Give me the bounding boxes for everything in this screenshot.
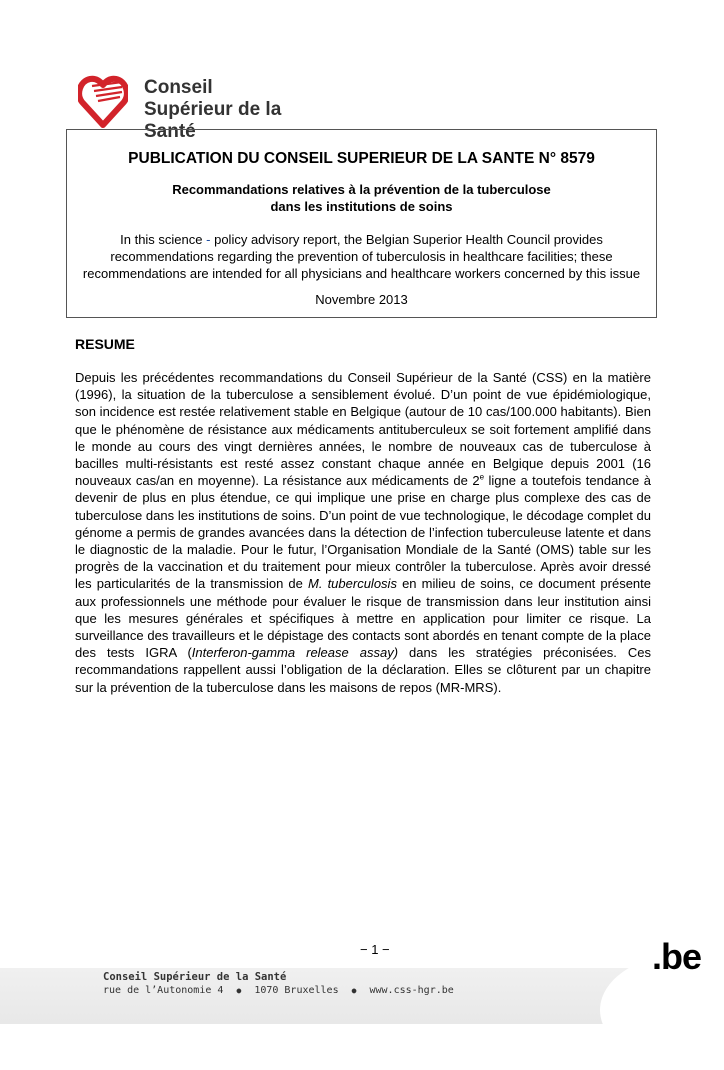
summary-line2: recommendations regarding the prevention of tuberculosis in healthcare facilities; these <box>110 249 613 264</box>
bullet-icon: ● <box>236 986 242 995</box>
publication-date: Novembre 2013 <box>315 292 408 307</box>
css-logo <box>78 72 318 142</box>
subtitle-line2: dans les institutions de soins <box>270 199 453 214</box>
resume-text-4: dans les stratégies préconisées. Ces recommandations rappellent aussi l’obligation de la déclaration. Elles se clôturent par un chapitre sur la prévention de la tuberculose dans les maisons de repos (MR-MRS). <box>75 645 651 695</box>
publication-title: PUBLICATION DU CONSEIL SUPERIEUR DE LA SANTE N° 8579 <box>128 150 595 167</box>
subtitle-line1: Recommandations relatives à la prévention de la tuberculose <box>172 182 551 197</box>
footer-address <box>103 985 454 996</box>
bullet-icon: ● <box>351 986 357 995</box>
resume-superscript: e <box>479 472 485 482</box>
be-logo: .be <box>652 936 702 977</box>
css-logo-icon <box>78 72 128 128</box>
footer-website: www.css-hgr.be <box>369 985 454 996</box>
footer-org-name: Conseil Supérieur de la Santé <box>103 971 287 983</box>
summary-line1 <box>71 231 652 248</box>
org-name-line2: Supérieur de la Santé <box>144 99 282 142</box>
footer-city: 1070 Bruxelles <box>254 985 339 996</box>
resume-text-1: Depuis les précédentes recommandations du Conseil Supérieur de la Santé (CSS) en la matière (1996), la situation de la tuberculose a sensiblement évolué. D’un point de vue épidémiologique, son incidence est restée relativement stable en Belgique (autour de 10 cas/100.000 habitants). Bien que le phénomène de résistance aux médicaments antituberculeux se soit fortement amplifié dans le monde au cours des vingt dernières années, le nombre de nouveaux cas de tuberculose à bacilles multi-résistants est resté assez constant chaque année en Belgique depuis 2001 (16 nouveaux cas/an en moyenne). La résistance aux médicaments de 2 <box>75 370 651 489</box>
summary-line1-start: In this science <box>120 232 203 247</box>
summary-line1-end: policy advisory report, the Belgian Superior Health Council provides <box>214 232 603 247</box>
summary-line3: recommendations are intended for all physicians and healthcare workers concerned by this issue <box>82 266 641 281</box>
title-box <box>66 129 657 318</box>
summary-dash: - <box>206 232 211 247</box>
english-summary <box>71 231 652 282</box>
resume-italic-species: M. tuberculosis <box>308 576 397 592</box>
resume-paragraph <box>75 369 651 696</box>
footer-street: rue de l’Autonomie 4 <box>103 985 224 996</box>
org-name-line1: Conseil <box>144 77 213 98</box>
resume-text-3: en milieu de soins, ce document présente aux professionnels une méthode pour évaluer le risque de transmission dans leur institution ainsi que les mesures générales et spécifiques à mettre en application pour limiter ce risque. La surveillance des travailleurs et le dépistage des contacts sont abordés en tenant compte de la place des tests IGRA ( <box>75 576 652 661</box>
page-number: − 1 − <box>360 942 390 957</box>
resume-heading: RESUME <box>75 336 135 352</box>
resume-italic-igra: Interferon-gamma release assay) <box>191 645 399 661</box>
resume-text-2: ligne a toutefois tendance à devenir de plus en plus étendue, ce qui implique une prise en charge plus complexe des cas de tuberculose dans les institutions de soins. D’un point de vue technologique, le décodage complet du génome a permis de grandes avancées dans la détection de l’infection tuberculeuse latente et dans le diagnostic de la maladie. Pour le futur, l’Organisation Mondiale de la Santé (OMS) table sur les progrès de la vaccination et du traitement pour mieux contrôler la tuberculose. Après avoir dressé les particularités de la transmission de <box>75 473 651 592</box>
publication-subtitle <box>67 181 656 215</box>
